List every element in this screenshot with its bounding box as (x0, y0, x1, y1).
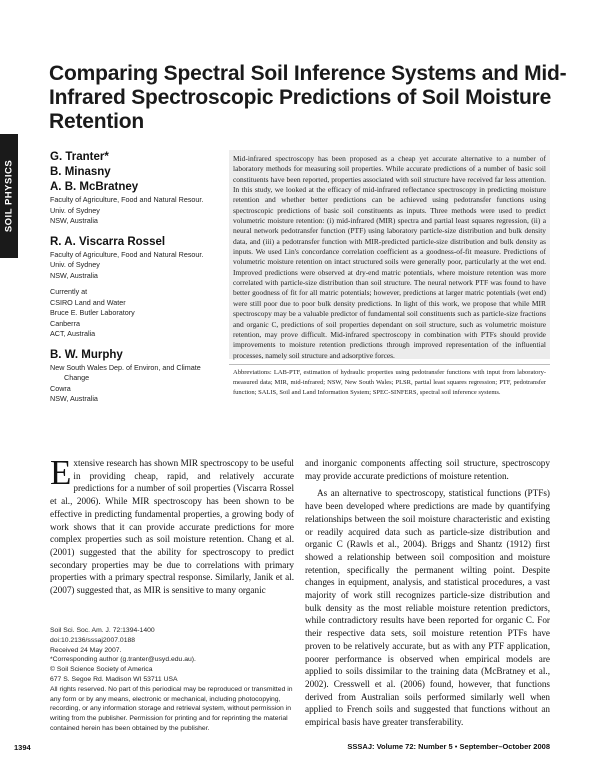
author-name: B. Minasny (50, 166, 111, 178)
rights-statement: All rights reserved. No part of this periodical may be reproduced or transmitted in any form or by any means, electronic or mechanical, including photocopying, recording, or any information storage and retrieval system, without permission in writing from the publisher. Permission for printing and for reprinting the material contained herein has been obtained by the publisher. (50, 685, 293, 732)
affiliation-line: New South Wales Dep. of Environ, and Climate (50, 362, 201, 372)
journal-info: SSSAJ: Volume 72: Number 5 (347, 742, 453, 751)
received-date: Received 24 May 2007. (50, 646, 122, 654)
author-name: A. B. McBratney (50, 181, 139, 193)
divider (229, 364, 550, 365)
affiliation-line: NSW, Australia (50, 270, 98, 280)
affiliation-line: Univ. of Sydney (50, 205, 100, 215)
affiliation-line: Cowra (50, 383, 71, 393)
affiliation-line: Currently at (50, 287, 88, 296)
journal-footer (347, 742, 550, 751)
affiliation-line: Canberra (50, 318, 80, 328)
author-affiliation (50, 250, 225, 340)
affiliation-line: Bruce E. Butler Laboratory (50, 308, 135, 317)
citation: Soil Sci. Soc. Am. J. 72:1394-1400 (50, 627, 155, 634)
affiliation-line: Change (64, 373, 90, 382)
affiliation-line: Univ. of Sydney (50, 260, 100, 269)
affiliation-line: Faculty of Agriculture, Food and Natural Resour. (50, 249, 204, 259)
bullet: • (454, 742, 458, 751)
affiliation-line: ACT, Australia (50, 329, 96, 338)
affiliation-line: NSW, Australia (50, 394, 98, 403)
author-affiliation (50, 363, 225, 405)
drop-cap: E (50, 453, 72, 492)
author-name: B. W. Murphy (50, 348, 123, 361)
body-paragraph: xtensive research has shown MIR spectroscopy to be useful in providing cheap, rapid, and relatively accurate predictions for a number of soil properties (Viscarra Rossel et al., 2006). While MIR spectroscopy has been shown to be effective in predicting fundamental properties, a growing body of work shows that it can provide accurate predictions for more complex properties such as soil moisture retention. Chang et al. (2001) suggested that the ability for spectroscopy to predict secondary properties may be due to correlations with primary properties with a primary spectral response. Similarly, Janik et al. (2007) suggested that, as MIR is sensitive to many organic (50, 458, 294, 596)
section-tab-label: SOIL PHYSICS (3, 159, 15, 233)
body-paragraph: and inorganic components affecting soil structure, spectroscopy may provide accurate predictions of moisture retention. (305, 458, 550, 481)
section-tab (0, 134, 18, 258)
issue-date: September–October 2008 (459, 742, 550, 751)
publisher-address: 677 S. Segoe Rd. Madison WI 53711 USA (50, 675, 178, 683)
doi: doi:10.2136/sssaj2007.0188 (50, 636, 136, 644)
abstract: Mid-infrared spectroscopy has been proposed as a cheap yet accurate alternative to a number of laboratory methods for measuring soil properties. While accurate predictions of a number of basic soil constituents have been reported, properties associated with soil structure have received far less attention. In this study, we looked at the efficacy of mid-infrared reflectance spectroscopy in predicting moisture retention and whether better predictions can be achieved using pedotransfer functions using spectroscopic predictions of basic soil constituents as inputs. Three methods were used to predict volumetric moisture retention: (i) mid-infrared (MIR) spectra and partial least squares regression, (ii) a neural network pedotransfer function (PTF) using laboratory particle-size distribution and bulk density data, and (iii) a pedotransfer function with MIR-predicted particle-size distribution and bulk density as inputs. We used Lin's concordance correlation coefficient as a goodness-of-fit measure. Predictions of volumetric moisture retention on intact structured soils were generally poor, particularly at the wet end. Improved predictions were observed at dry-end matric potentials, where moisture retention was more correlated with particle-size distribution than soil structure. The neural network PTF was found to have better goodness of fit for all matric potentials; however, predictions at larger matric potentials (wet end) were still poor due to poor bulk density predictions. In light of this work, we propose that while MIR spectroscopy may be a valuable predictor of fundamental soil constituents such as particle-size fractions and organic C, predictions of soil properties dependant on soil structure, such as volumetric moisture retention, may prove difficult. Mid-infrared spectroscopy in combination with PTFs should provide improvements to moisture retention predictions through improved representation of the influential processes, namely soil structure and adsorptive forces. (233, 154, 546, 360)
body-paragraph: As an alternative to spectroscopy, statistical functions (PTFs) have been developed where predictions are made by quantifying relationships between the soil moisture characteristic and existing or readily acquired data such as particle-size distribution and organic C (Rawls et al., 2004). Briggs and Shantz (1912) first showed a relationship between soil composition and moisture retention, specifically the permanent wilting point. Despite changes in equipment, analysis, and statistical procedures, a vast majority of work still recognizes particle-size distribution and bulk density as the most reliable moisture retention predictors, while contradictory results have been reported for organic C. For their respective data sets, soil moisture retention PTFs have proven to be relatively accurate, but as with any PTF application, poorer performance is observed when empirical models are applied to soils dissimilar to the training data (McBratney et al., 2002). Cresswell et al. (2006) found, however, that functions derived from Australian soils performed similarly well when applied to French soils and suggested that functions without an empirical basis have greater transferability. (305, 488, 550, 728)
publication-info (50, 626, 294, 734)
page-number: 1394 (14, 743, 31, 752)
affiliation-line: CSIRO Land and Water (50, 297, 126, 307)
copyright: © Soil Science Society of America (50, 666, 153, 674)
body-column-left (50, 453, 294, 597)
affiliation-line: NSW, Australia (50, 216, 98, 225)
article-title: Comparing Spectral Soil Inference Systems and Mid-Infrared Spectroscopic Predictions of Soil Moisture Retention (49, 62, 567, 133)
body-column-right (305, 457, 550, 729)
corresponding-author: *Corresponding author (g.tranter@usyd.edu.au). (50, 656, 196, 664)
affiliation-line: Faculty of Agriculture, Food and Natural Resour. (50, 195, 204, 204)
author-list (50, 150, 225, 405)
author-name: R. A. Viscarra Rossel (50, 235, 166, 248)
author-name: G. Tranter* (50, 151, 109, 163)
abbreviations: Abbreviations: LAB-PTF, estimation of hydraulic properties using pedotransfer functions with input from laboratory-measured data; MIR, mid-infrared; NSW, New South Wales; PLSR, partial least squares regression; PTF, pedotransfer function; SALIS, Soil and Land Information System; SPEC-SINFERS, spectral soil inference systems. (233, 369, 546, 396)
author-affiliation (50, 195, 225, 227)
